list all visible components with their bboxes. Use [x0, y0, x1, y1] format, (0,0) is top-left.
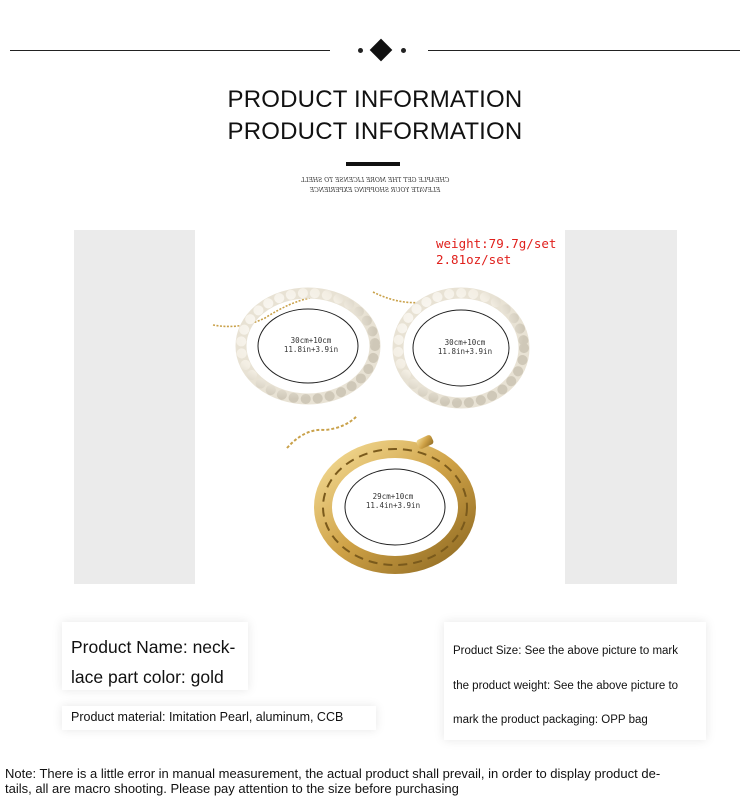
pearl-left-size-in: 11.8in+3.9in [283, 345, 339, 354]
product-weight-line: the product weight: See the above picture to [453, 679, 679, 692]
photo-side-panel-left [74, 230, 195, 584]
mirrored-caption-2: ELEVATE YOUR SHOPPING EXPERIENCE [309, 187, 441, 194]
product-size-line: Product Size: See the above picture to mark [453, 645, 679, 657]
chain-size-cm: 29cm+10cm [372, 492, 414, 501]
header-dot-left [358, 48, 363, 53]
product-packaging-line: mark the product packaging: OPP bag [453, 714, 648, 726]
note-line-2: tails, all are macro shooting. Please pay attention to the size before purchasing [5, 781, 459, 796]
header-rule-right [428, 50, 740, 51]
title-underline-bar [346, 162, 400, 166]
note-line-1: Note: There is a little error in manual measurement, the actual product shall prevail, in order to display product de- [5, 766, 661, 781]
product-material-text: Product material: Imitation Pearl, aluminum, CCB [71, 710, 344, 724]
product-name-line-2: lace part color: gold [71, 667, 224, 687]
header-rule-left [10, 50, 330, 51]
weight-label-ounces: 2.81oz/set [436, 252, 512, 267]
pearl-right-size-cm: 30cm+10cm [444, 338, 486, 347]
section-title-repeat: PRODUCT INFORMATION [227, 118, 523, 145]
chain-measurement [353, 492, 433, 510]
pearl-right-measurement [425, 338, 505, 356]
product-details-text [453, 634, 703, 738]
mirrored-caption-1: CHEAPLE GET THE MORE LICENSE TO SHELL [300, 177, 450, 184]
gold-chain-bracelet [287, 416, 467, 565]
jewelry-illustration [195, 230, 565, 584]
pearl-left-size-cm: 30cm+10cm [290, 336, 332, 345]
header-dot-right [401, 48, 406, 53]
chain-size-in: 11.4in+3.9in [365, 501, 421, 510]
product-name-text [71, 632, 235, 692]
product-name-line-1: Product Name: neck- [71, 637, 236, 657]
section-title: PRODUCT INFORMATION [227, 86, 523, 113]
diamond-icon [370, 39, 393, 62]
photo-side-panel-right [565, 230, 677, 584]
product-photo [195, 230, 565, 584]
pearl-left-measurement [271, 336, 351, 354]
pearl-right-size-in: 11.8in+3.9in [437, 347, 493, 356]
weight-label-grams: weight:79.7g/set [436, 236, 557, 251]
measurement-note [5, 766, 747, 796]
